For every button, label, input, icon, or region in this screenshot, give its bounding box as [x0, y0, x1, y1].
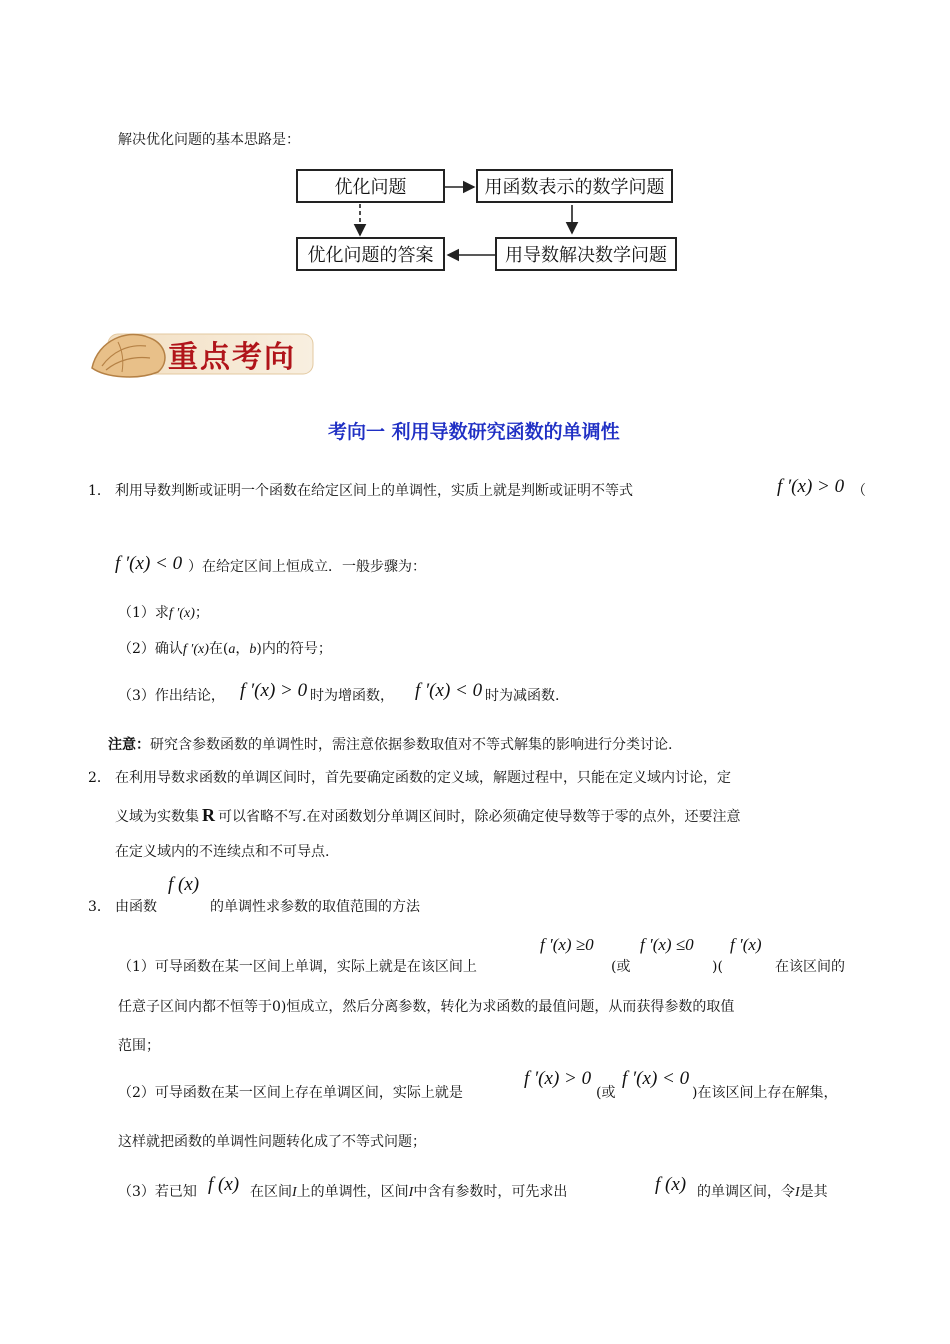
p3-s1-a: （1）可导函数在某一区间上单调，实际上就是在该区间上 — [118, 959, 477, 975]
p1-step2: （2）确认f ′(x)在(a，b)内的符号； — [118, 641, 332, 657]
math-fx-1: f (x) — [168, 874, 200, 895]
p3-s1-l3: 范围； — [118, 1038, 160, 1054]
p3-a: 由函数 — [115, 899, 157, 915]
p2-line1: 在利用导数求函数的单调区间时，首先要确定函数的定义域，解题过程中，只能在定义域内讨论，定 — [115, 770, 731, 786]
p1-step3-c: 时为减函数. — [485, 688, 560, 704]
p1-number: 1． — [88, 483, 111, 499]
math-fpx-lt0-1: f ′(x) < 0 — [115, 553, 183, 574]
p1-text: 利用导数判断或证明一个函数在给定区间上的单调性，实质上就是判断或证明不等式 — [115, 483, 633, 499]
p2-line3: 在定义域内的不连续点和不可导点. — [115, 844, 330, 860]
banner-title: 重点考向 — [168, 340, 296, 375]
p1-step3-a: （3）作出结论， — [118, 688, 225, 704]
p3-s2-l2: 这样就把函数的单调性问题转化成了不等式问题； — [118, 1134, 426, 1150]
math-fpx-ge0: f ′(x) ≥0 — [540, 935, 594, 954]
math-fpx-gt0-1: f ′(x) > 0 — [777, 476, 845, 497]
p1-step3-b: 时为增函数， — [310, 688, 394, 704]
section-title: 考向一 利用导数研究函数的单调性 — [328, 421, 620, 443]
p3-s2-a: （2）可导函数在某一区间上存在单调区间，实际上就是 — [118, 1085, 463, 1101]
p3-s1-close: )( — [712, 959, 723, 975]
flow-box-answer: 优化问题的答案 — [296, 237, 445, 271]
intro-text: 解决优化问题的基本思路是： — [118, 132, 300, 148]
p2-line2: 义域为实数集 R 可以省略不写.在对函数划分单调区间时，除必须确定使导数等于零的点外，还要注意 — [115, 805, 741, 825]
p3-s3-a: （3）若已知 — [118, 1184, 197, 1200]
flow-box-derivative: 用导数解决数学问题 — [495, 237, 677, 271]
p3-s3-b: 在区间I上的单调性，区间I中含有参数时，可先求出 — [250, 1184, 568, 1200]
p3-number: 3． — [88, 899, 111, 915]
math-fx-2: f (x) — [208, 1174, 240, 1195]
p3-s1-l2: 任意子区间内都不恒等于0)恒成立，然后分离参数，转化为求函数的最值问题，从而获得参数的取值 — [118, 999, 735, 1015]
p3-s1-or: (或 — [611, 959, 631, 975]
math-fpx-lt0-3: f ′(x) < 0 — [622, 1068, 690, 1089]
p3-s2-or: (或 — [596, 1085, 616, 1101]
p1-cont: ）在给定区间上恒成立．一般步骤为： — [188, 559, 426, 575]
p3-s2-b: )在该区间上存在解集， — [692, 1085, 838, 1101]
p3-s3-e: 的单调区间，令I是其 — [697, 1184, 828, 1200]
flow-box-math-problem: 用函数表示的数学问题 — [476, 169, 673, 203]
math-fpx-1: f ′(x) — [730, 935, 762, 954]
p1-open: （ — [852, 483, 866, 499]
math-fpx-gt0-2: f ′(x) > 0 — [240, 680, 308, 701]
math-fpx-lt0-2: f ′(x) < 0 — [415, 680, 483, 701]
p2-number: 2． — [88, 770, 111, 786]
p3-s1-b: 在该区间的 — [775, 959, 845, 975]
note: 注意：研究含参数函数的单调性时，需注意依据参数取值对不等式解集的影响进行分类讨论. — [108, 737, 673, 753]
banner — [88, 320, 318, 380]
p3-b: 的单调性求参数的取值范围的方法 — [210, 899, 420, 915]
p1-step1: （1）求f ′(x)； — [118, 605, 209, 621]
math-fpx-gt0-3: f ′(x) > 0 — [524, 1068, 592, 1089]
math-fx-3: f (x) — [655, 1174, 687, 1195]
flow-box-problem: 优化问题 — [296, 169, 445, 203]
math-fpx-le0: f ′(x) ≤0 — [640, 935, 694, 954]
